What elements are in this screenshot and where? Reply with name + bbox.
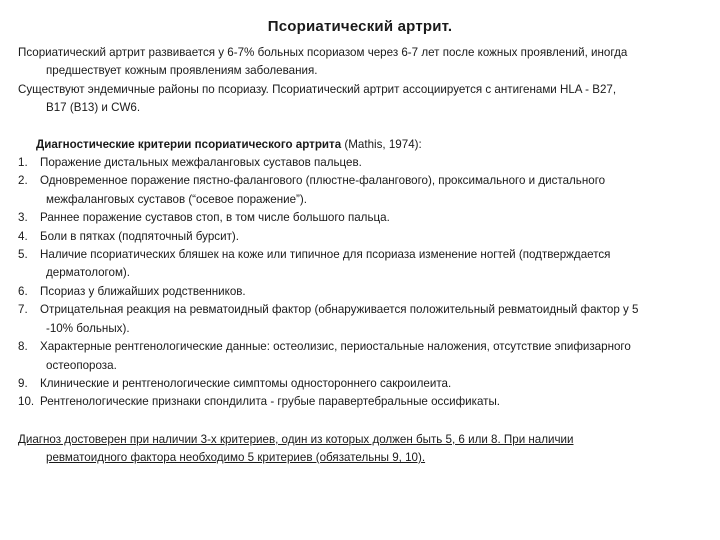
page-title: Псориатический артрит. xyxy=(267,18,453,35)
diagnosis-line-2: ревматоидного фактора необходимо 5 критериев (обязательны 9, 10). xyxy=(46,451,426,465)
criteria-item xyxy=(18,246,708,283)
criteria-number: 8. xyxy=(18,340,28,354)
criteria-item xyxy=(18,338,708,375)
criteria-text: Одновременное поражение пястно-фалангового (плюстне-фалангового), проксимального и дистального xyxy=(40,174,606,188)
criteria-number: 2. xyxy=(18,174,28,188)
criteria-item xyxy=(18,283,708,301)
intro-1-line-2: предшествует кожным проявлениям заболевания. xyxy=(46,64,318,78)
criteria-number: 3. xyxy=(18,211,28,225)
criteria-list xyxy=(18,154,708,412)
criteria-text: Отрицательная реакция на ревматоидный фактор (обнаруживается положительный ревматоидный фактор у 5 xyxy=(40,303,639,317)
criteria-item xyxy=(18,375,708,393)
criteria-heading-ref: (Mathis, 1974): xyxy=(341,137,422,151)
criteria-item xyxy=(18,301,708,338)
criteria-number: 5. xyxy=(18,248,28,262)
criteria-item xyxy=(18,228,708,246)
criteria-heading xyxy=(36,136,708,154)
intro-2-line-2: B17 (B13) и CW6. xyxy=(46,101,141,115)
criteria-continuation: дерматологом). xyxy=(46,266,131,280)
criteria-text: Рентгенологические признаки спондилита - грубые паравертебральные оссификаты. xyxy=(40,395,500,409)
criteria-text: Псориаз у ближайших родственников. xyxy=(40,284,246,298)
criteria-text: Раннее поражение суставов стоп, в том числе большого пальца. xyxy=(40,211,390,225)
criteria-text: Боли в пятках (подпяточный бурсит). xyxy=(40,229,239,243)
criteria-item xyxy=(18,172,708,209)
slide-body xyxy=(18,44,708,468)
criteria-text: Поражение дистальных межфаланговых суставов пальцев. xyxy=(40,156,362,170)
diagnosis-note xyxy=(18,431,708,468)
criteria-number: 9. xyxy=(18,376,28,390)
criteria-continuation: межфаланговых суставов (“осевое поражение”). xyxy=(46,192,307,206)
criteria-text: Характерные рентгенологические данные: остеолизис, периостальные наложения, отсутствие эпифизарного xyxy=(40,340,631,354)
diagnosis-line-1: Диагноз достоверен при наличии 3-х критериев, один из которых должен быть 5, 6 или 8. При наличии xyxy=(18,432,574,446)
criteria-number: 7. xyxy=(18,303,28,317)
criteria-continuation: остеопороза. xyxy=(46,358,117,372)
criteria-text: Наличие псориатических бляшек на коже или типичное для псориаза изменение ногтей (подтверждается xyxy=(40,248,611,262)
criteria-number: 4. xyxy=(18,229,28,243)
intro-paragraph-1 xyxy=(18,44,708,81)
criteria-text: Клинические и рентгенологические симптомы одностороннего сакроилеита. xyxy=(40,376,452,390)
criteria-number: 1. xyxy=(18,156,28,170)
intro-paragraph-2 xyxy=(18,81,708,118)
criteria-item xyxy=(18,209,708,227)
intro-2-line-1: Существуют эндемичные районы по псориазу. Псориатический артрит ассоциируется с антигенами HLA - B27, xyxy=(18,82,617,96)
criteria-number: 10. xyxy=(18,395,35,409)
criteria-item xyxy=(18,393,708,411)
intro-1-line-1: Псориатический артрит развивается у 6-7% больных псориазом через 6-7 лет после кожных проявлений, иногда xyxy=(18,46,628,59)
criteria-item xyxy=(18,154,708,172)
criteria-heading-bold: Диагностические критерии псориатического артрита xyxy=(36,137,342,151)
criteria-continuation: -10% больных). xyxy=(46,321,130,335)
criteria-number: 6. xyxy=(18,284,28,298)
